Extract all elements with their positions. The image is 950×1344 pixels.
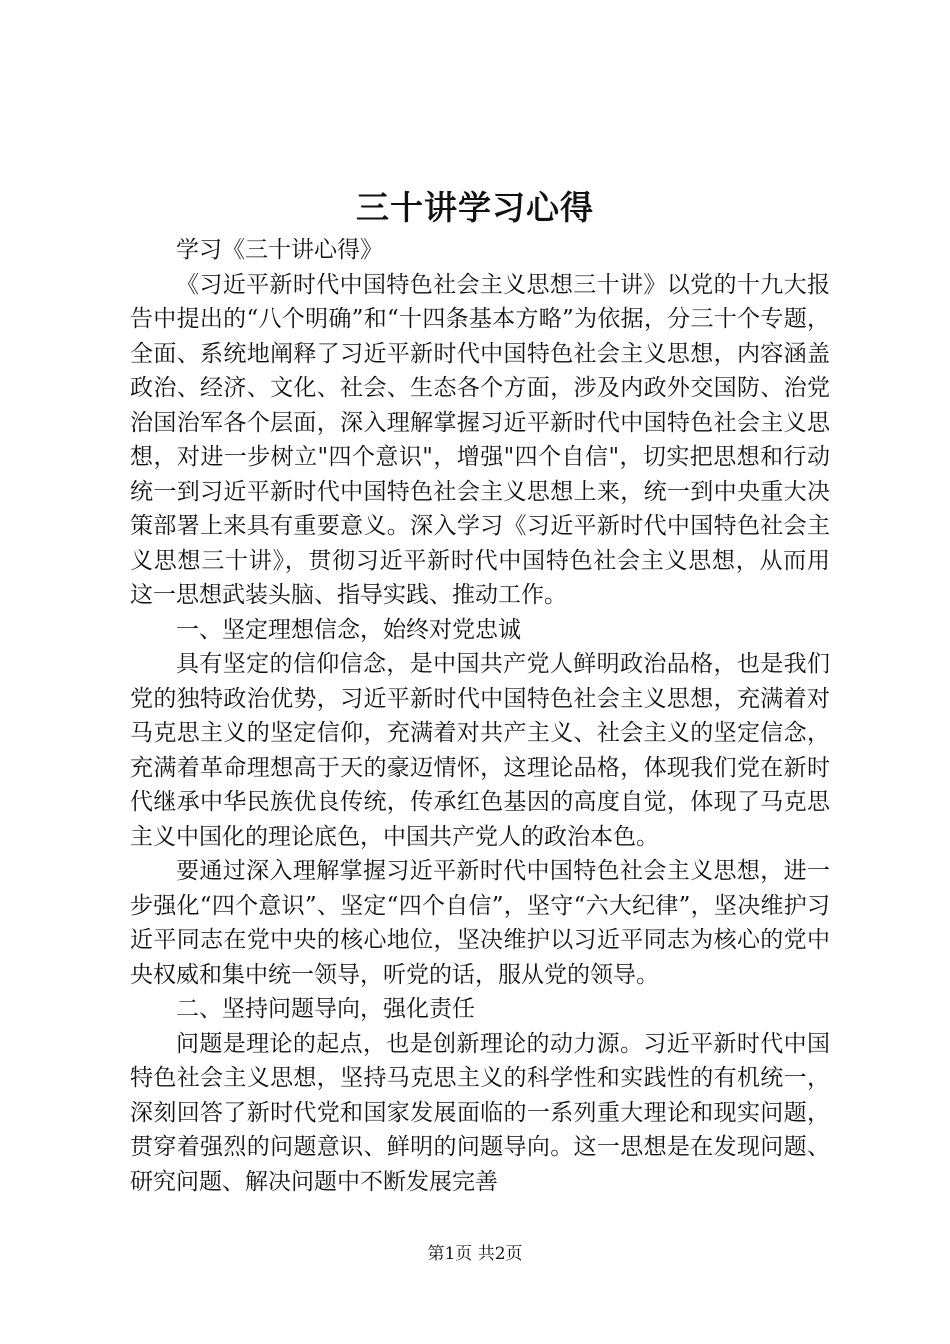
paragraph-section1-b: 要通过深入理解掌握习近平新时代中国特色社会主义思想，进一步强化“四个意识”、坚定“四个自信”，坚守“六大纪律”，坚决维护习近平同志在党中央的核心地位，坚决维护以习近平同志为核心的党中央权威和集中统一领导，听党的话，服从党的领导。 [130,858,830,988]
section-heading-1: 一、坚定理想信念，始终对党忠诚 [176,616,521,643]
document-title: 三十讲学习心得 [356,188,594,227]
paragraph-subtitle: 学习《三十讲心得》 [176,237,383,263]
paragraph-section1-a: 具有坚定的信仰信念，是中国共产党人鲜明政治品格，也是我们党的独特政治优势，习近平新时代中国特色社会主义思想，充满着对马克思主义的坚定信仰，充满着对共产主义、社会主义的坚定信念，充满着革命理想高于天的豪迈情怀，这理论品格，体现我们党在新时代继承中华民族优良传统，传承红色基因的高度自觉，体现了马克思主义中国化的理论底色，中国共产党人的政治本色。 [130,651,830,850]
paragraph-section2-a: 问题是理论的起点，也是创新理论的动力源。习近平新时代中国特色社会主义思想，坚持马克思主义的科学性和实践性的有机统一，深刻回答了新时代党和国家发展面临的一系列重大理论和现实问题，贯穿着强烈的问题意识、鲜明的问题导向。这一思想是在发现问题、研究问题、解决问题中不断发展完善 [130,1030,830,1195]
paragraph-intro: 《习近平新时代中国特色社会主义思想三十讲》以党的十九大报告中提出的“八个明确”和“十四条基本方略”为依据，分三十个专题，全面、系统地阐释了习近平新时代中国特色社会主义思想，内容涵盖政治、经济、文化、社会、生态各个方面，涉及内政外交国防、治党治国治军各个层面，深入理解掌握习近平新时代中国特色社会主义思想，对进一步树立"四个意识"，增强"四个自信"，切实把思想和行动统一到习近平新时代中国特色社会主义思想上来，统一到中央重大决策部署上来具有重要意义。深入学习《习近平新时代中国特色社会主义思想三十讲》，贯彻习近平新时代中国特色社会主义思想，从而用这一思想武装头脑、指导实践、推动工作。 [130,271,830,608]
page-number: 第1页 共2页 [427,1244,523,1264]
document-body [130,233,830,1199]
section-heading-2: 二、坚持问题导向，强化责任 [176,996,475,1022]
